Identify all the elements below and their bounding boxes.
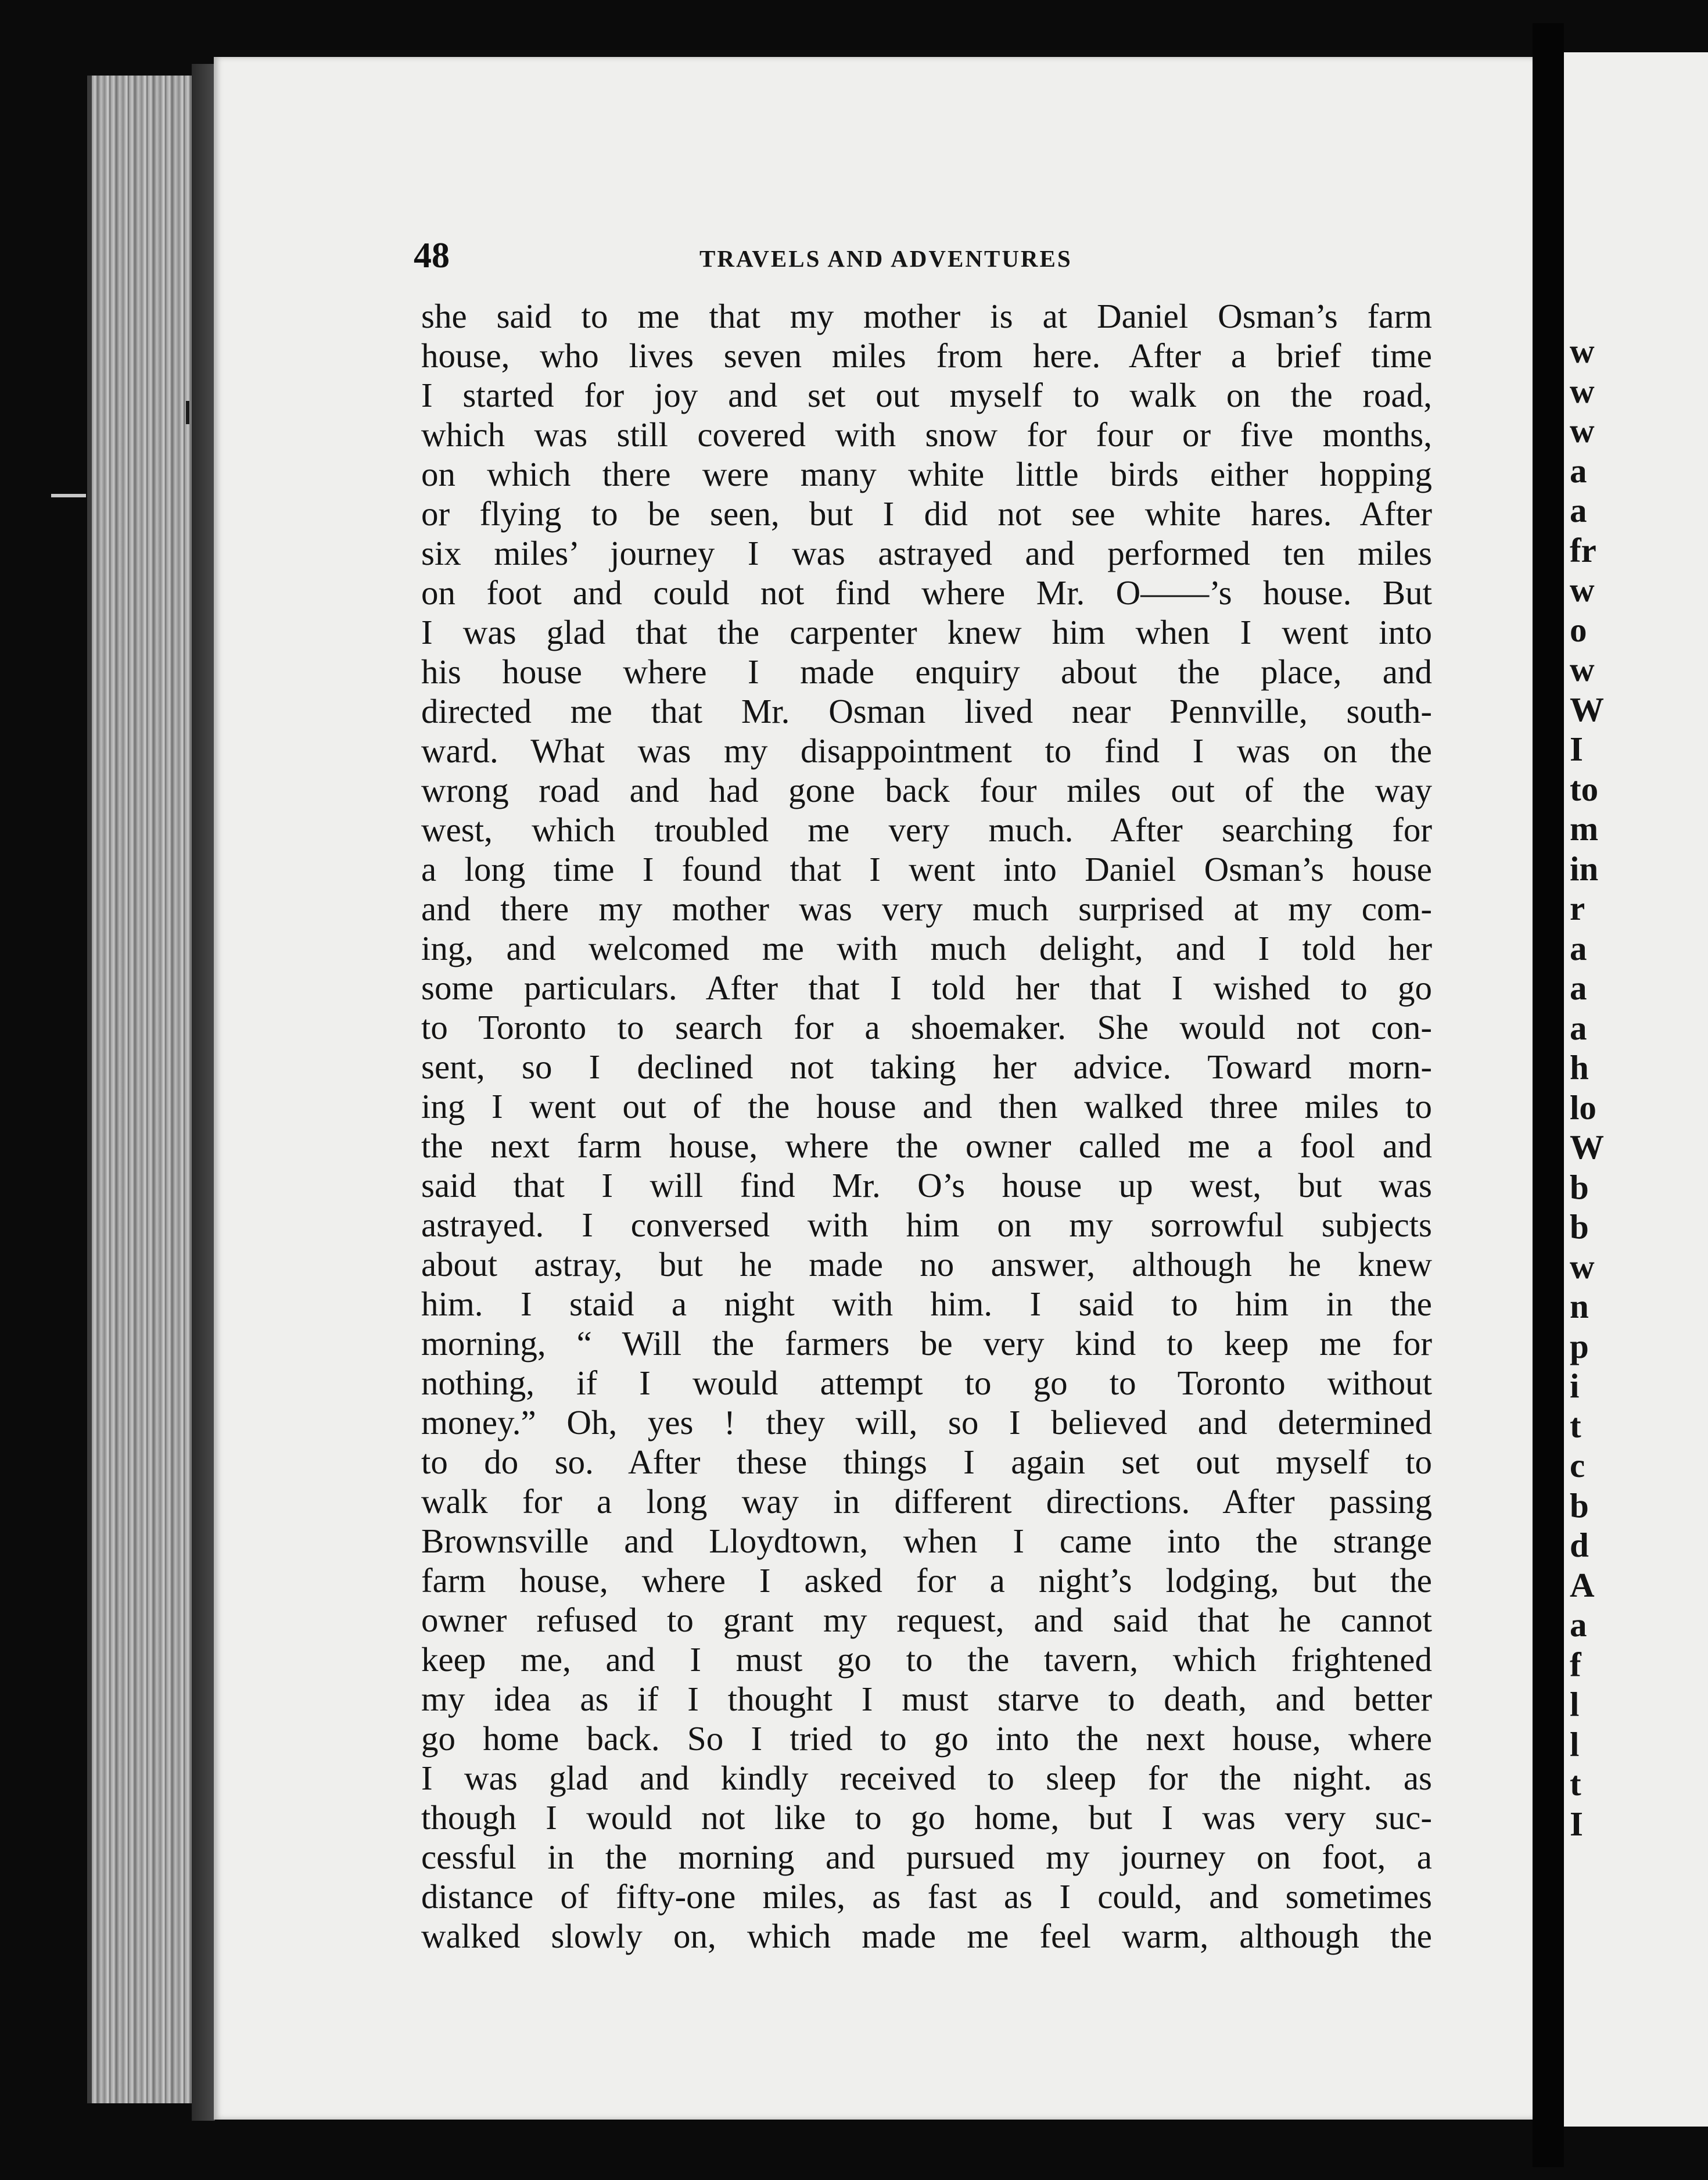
page-header <box>414 235 1430 276</box>
right-page-fragment: I <box>1570 1804 1583 1843</box>
text-line: walk for a long way in different directions. After passing <box>421 1482 1432 1521</box>
right-page-fragment: c <box>1570 1446 1585 1485</box>
right-page-fragment: p <box>1570 1326 1589 1365</box>
right-page-fragment: w <box>1570 571 1595 609</box>
right-page-fragment: w <box>1570 1247 1595 1286</box>
text-line: astrayed. I conversed with him on my sorrowful subjects <box>421 1206 1432 1244</box>
text-line: farm house, where I asked for a night’s lodging, but the <box>421 1561 1432 1600</box>
text-line: distance of fifty-one miles, as fast as I could, and sometimes <box>421 1877 1432 1916</box>
right-page-fragment: W <box>1570 690 1604 729</box>
right-page-fragment: A <box>1570 1565 1595 1604</box>
right-page-fragment: f <box>1570 1645 1581 1684</box>
text-line: him. I staid a night with him. I said to him in the <box>421 1285 1432 1323</box>
right-page-fragment: lo <box>1570 1088 1596 1127</box>
right-page-fragment: to <box>1570 769 1599 808</box>
right-page-fragment: I <box>1570 730 1583 768</box>
right-page-fragment: n <box>1570 1287 1589 1325</box>
text-line: west, which troubled me very much. After searching for <box>421 811 1432 849</box>
margin-mark <box>186 401 189 424</box>
right-page <box>1564 52 1708 2127</box>
right-page-fragment: t <box>1570 1765 1581 1803</box>
text-line: said that I will find Mr. O’s house up west, but was <box>421 1166 1432 1204</box>
text-line: go home back. So I tried to go into the next house, where <box>421 1719 1432 1758</box>
text-line: nothing, if I would attempt to go to Toronto without <box>421 1364 1432 1402</box>
text-line: wrong road and had gone back four miles out of the way <box>421 771 1432 809</box>
text-line: though I would not like to go home, but I was very suc- <box>421 1798 1432 1837</box>
text-line: morning, “ Will the farmers be very kind to keep me for <box>421 1324 1432 1362</box>
right-page-fragment: w <box>1570 650 1595 689</box>
right-page-fragment: a <box>1570 1008 1587 1047</box>
right-page-fragment: w <box>1570 332 1595 370</box>
text-line: my idea as if I thought I must starve to death, and better <box>421 1680 1432 1718</box>
text-line: walked slowly on, which made me feel warm, although the <box>421 1917 1432 1955</box>
text-line: six miles’ journey I was astrayed and performed ten miles <box>421 534 1432 572</box>
text-line: on which there were many white little birds either hopping <box>421 455 1432 493</box>
text-line: Brownsville and Lloydtown, when I came into the strange <box>421 1522 1432 1560</box>
text-line: sent, so I declined not taking her advice. Toward morn- <box>421 1048 1432 1086</box>
right-page-fragment: l <box>1570 1685 1580 1723</box>
text-line: she said to me that my mother is at Daniel Osman’s farm <box>421 297 1432 335</box>
text-line: the next farm house, where the owner called me a fool and <box>421 1127 1432 1165</box>
right-page-fragment: l <box>1570 1724 1580 1763</box>
page-gutter <box>1533 23 1564 2167</box>
text-line: on foot and could not find where Mr. O——’s house. But <box>421 573 1432 612</box>
text-line: to Toronto to search for a shoemaker. She would not con- <box>421 1008 1432 1046</box>
right-page-fragment: d <box>1570 1526 1589 1564</box>
spine-shadow <box>192 64 215 2121</box>
right-page-fragment: W <box>1570 1128 1604 1166</box>
text-line: a long time I found that I went into Daniel Osman’s house <box>421 850 1432 888</box>
text-line: or flying to be seen, but I did not see white hares. After <box>421 494 1432 533</box>
page-number: 48 <box>414 236 450 275</box>
body-text <box>421 296 1432 1956</box>
text-line: which was still covered with snow for four or five months, <box>421 415 1432 454</box>
right-page-fragment: a <box>1570 969 1587 1007</box>
text-line: ing I went out of the house and then walked three miles to <box>421 1087 1432 1125</box>
right-page-fragment: in <box>1570 849 1599 888</box>
right-page-fragment: a <box>1570 1605 1587 1644</box>
right-page-text-fragments <box>1570 331 1604 1844</box>
right-page-fragment: a <box>1570 928 1587 967</box>
text-line: and there my mother was very much surprised at my com- <box>421 890 1432 928</box>
text-line: money.” Oh, yes ! they will, so I believed and determined <box>421 1403 1432 1442</box>
right-page-fragment: o <box>1570 610 1587 649</box>
text-line: owner refused to grant my request, and said that he cannot <box>421 1601 1432 1639</box>
right-page-fragment: w <box>1570 411 1595 450</box>
right-page-fragment: a <box>1570 491 1587 529</box>
text-line: I was glad that the carpenter knew him when I went into <box>421 613 1432 651</box>
right-page-fragment: h <box>1570 1048 1589 1087</box>
right-page-fragment: b <box>1570 1486 1589 1525</box>
right-page-fragment: r <box>1570 889 1585 927</box>
text-line: I was glad and kindly received to sleep for the night. as <box>421 1759 1432 1797</box>
text-line: ward. What was my disappointment to find I was on the <box>421 732 1432 770</box>
right-page-fragment: fr <box>1570 530 1596 569</box>
text-line: directed me that Mr. Osman lived near Pennville, south- <box>421 692 1432 730</box>
text-line: I started for joy and set out myself to walk on the road, <box>421 376 1432 414</box>
right-page-fragment: i <box>1570 1367 1580 1405</box>
text-line: keep me, and I must go to the tavern, which frightened <box>421 1640 1432 1679</box>
text-line: about astray, but he made no answer, although he knew <box>421 1245 1432 1283</box>
right-page-fragment: a <box>1570 451 1587 490</box>
right-page-fragment: t <box>1570 1406 1581 1445</box>
text-line: house, who lives seven miles from here. After a brief time <box>421 336 1432 375</box>
text-line: to do so. After these things I again set out myself to <box>421 1443 1432 1481</box>
right-page-fragment: w <box>1570 371 1595 410</box>
running-head: TRAVELS AND ADVENTURES <box>699 245 1072 272</box>
right-page-fragment: m <box>1570 809 1599 848</box>
right-page-fragment: b <box>1570 1207 1589 1246</box>
text-line: his house where I made enquiry about the place, and <box>421 652 1432 691</box>
text-line: ing, and welcomed me with much delight, and I told her <box>421 929 1432 967</box>
text-line: some particulars. After that I told her that I wished to go <box>421 969 1432 1007</box>
text-line: cessful in the morning and pursued my journey on foot, a <box>421 1838 1432 1876</box>
margin-mark <box>51 494 86 497</box>
right-page-fragment: b <box>1570 1167 1589 1206</box>
